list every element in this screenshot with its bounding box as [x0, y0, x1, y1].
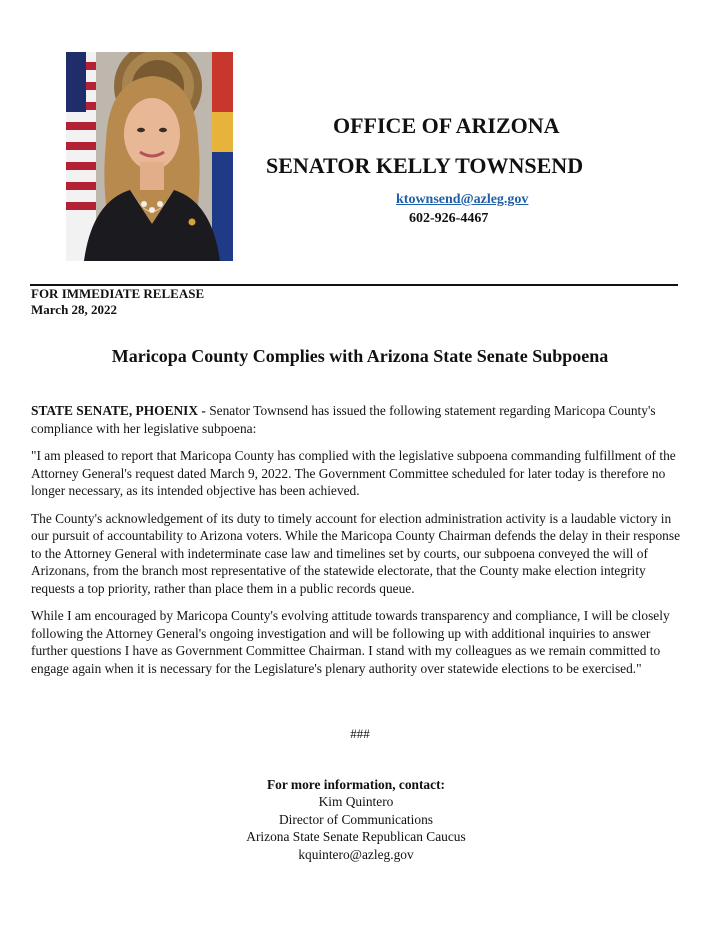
senator-email-link[interactable]: ktownsend@azleg.gov	[396, 192, 529, 207]
intro-text: Senator Townsend has issued the following statement regarding Maricopa County's compliance with her legislative subpoena:	[31, 403, 656, 436]
office-title: OFFICE OF ARIZONA	[333, 113, 560, 138]
contact-heading: For more information, contact:	[266, 777, 445, 792]
body-paragraph-1: "I am pleased to report that Maricopa County has complied with the legislative subpoena commanding fulfillment of the Attorney General's request dated March 9, 2022. The Government Committee scheduled for later today is therefore no longer necessary, as its intended objective has been achieved.	[31, 448, 676, 498]
body-paragraph-3: While I am encouraged by Maricopa County's evolving attitude towards transparency and compliance, I will be closely following the Attorney General's ongoing investigation and will be following up with additional inquiries to answer further questions I have as Government Committee Chairman. I stand with my colleagues as we remain committed to engage again when it is necessary for the Legislature's plenary authority over statewide elections to be exercised."	[31, 608, 670, 676]
press-release-headline: Maricopa County Complies with Arizona State Senate Subpoena	[111, 346, 609, 366]
contact-name: Kim Quintero	[318, 794, 394, 810]
end-mark: ###	[350, 726, 370, 741]
press-release-body	[31, 402, 683, 687]
dateline: STATE SENATE, PHOENIX -	[31, 403, 206, 418]
body-paragraph-2: The County's acknowledgement of its duty to timely account for election administration activity is a laudable victory in our pursuit of accountability to Arizona voters. While the Maricopa County Chairman defends the delay in their response to the Attorney General with indeterminate case law and timelines set by courts, our subpoena conveyed the will of Arizonans, from the branch most representative of the statewide electorate, that the County make election integrity requests a top priority, rather than place them in a public records queue.	[31, 510, 681, 596]
senator-portrait-photo	[66, 52, 233, 261]
body-paragraph-intro	[31, 402, 683, 437]
senator-name-title: SENATOR KELLY TOWNSEND	[266, 153, 584, 178]
contact-organization: Arizona State Senate Republican Caucus	[246, 829, 466, 845]
contact-email: kquintero@azleg.gov	[298, 846, 414, 862]
contact-block	[0, 776, 712, 863]
senator-phone: 602-926-4467	[409, 211, 489, 226]
release-label: FOR IMMEDIATE RELEASE	[31, 286, 205, 301]
release-date: March 28, 2022	[31, 302, 118, 317]
contact-title: Director of Communications	[279, 811, 433, 827]
